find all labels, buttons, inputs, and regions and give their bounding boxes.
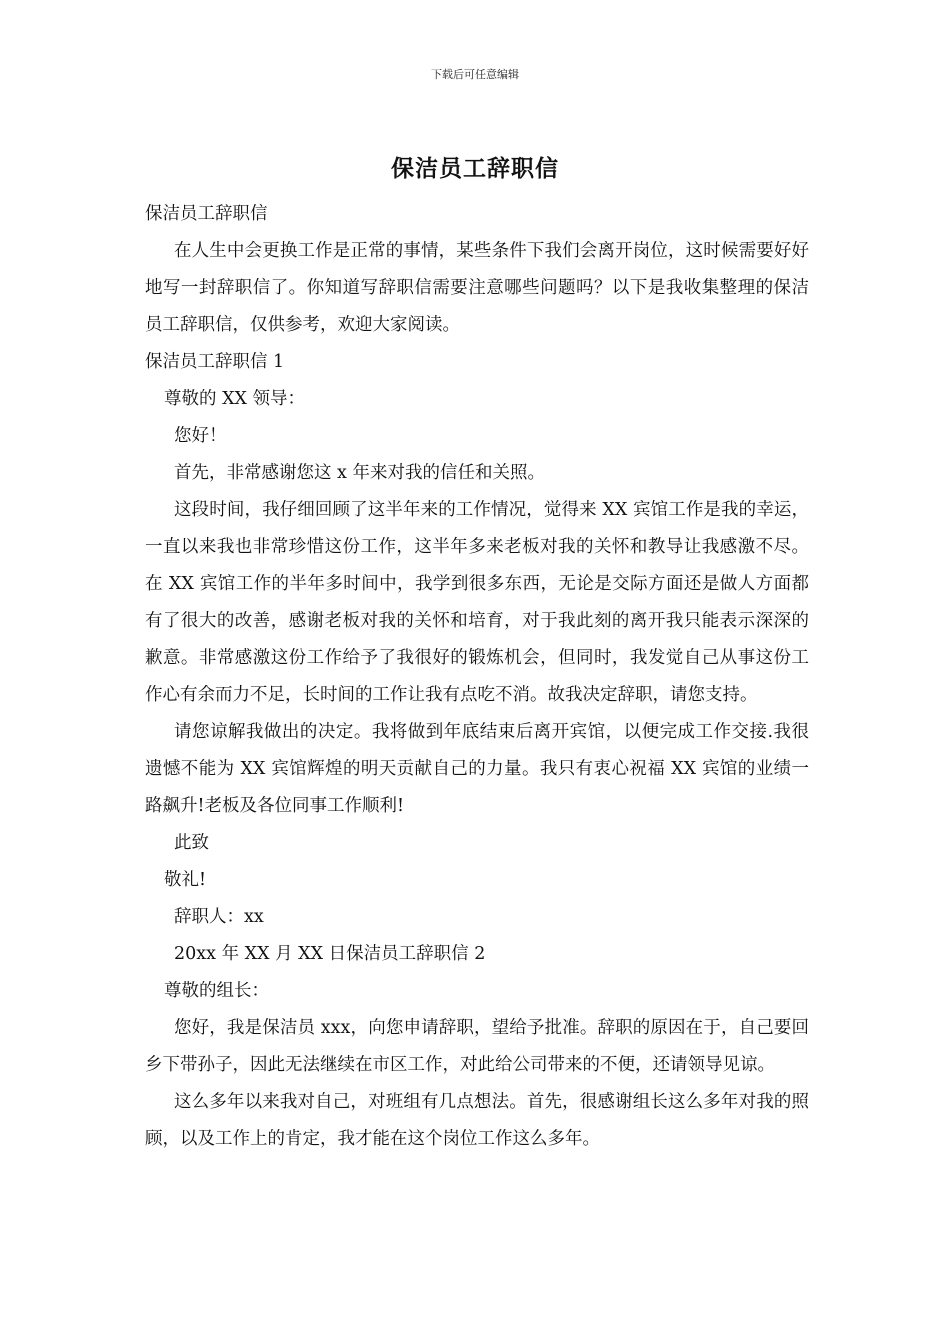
letter-1-salutation: 尊敬的 XX 领导： — [164, 389, 306, 409]
letter-1-paragraph: 首先，非常感谢您这 x 年来对我的信任和关照。 — [174, 463, 545, 483]
document-title: 保洁员工辞职信 — [391, 155, 559, 182]
letter-1-greeting: 您好！ — [174, 426, 227, 446]
letter-1-heading: 保洁员工辞职信 1 — [145, 352, 285, 372]
letter-1-paragraph: 请您谅解我做出的决定。我将做到年底结束后离开宾馆，以便完成工作交接.我很遗憾不能为 XX 宾馆辉煌的明天贡献自己的力量。我只有衷心祝福 XX 宾馆的业绩一路飙升!老板及各位同事工作顺利! — [145, 722, 809, 816]
letter-1-paragraph: 这段时间，我仔细回顾了这半年来的工作情况，觉得来 XX 宾馆工作是我的幸运，一直以来我也非常珍惜这份工作，这半年多来老板对我的关怀和教导让我感激不尽。在 XX 宾馆工作的半年多时间中，我学到很多东西，无论是交际方面还是做人方面都有了很大的改善，感谢老板对我的关怀和培育，对于我此刻的离开我只能表示深深的歉意。非常感激这份工作给予了我很好的锻炼机会，但同时，我发觉自己从事这份工作心有余而力不足，长时间的工作让我有点吃不消。故我决定辞职，请您支持。 — [145, 500, 809, 705]
document-body — [145, 196, 809, 1158]
letter-1-closing: 此致 — [174, 833, 209, 853]
header-note: 下载后可任意编辑 — [431, 68, 519, 81]
letter-1-regards: 敬礼! — [164, 870, 207, 890]
subtitle-paragraph: 保洁员工辞职信 — [145, 204, 268, 224]
letter-2-paragraph: 这么多年以来我对自己，对班组有几点想法。首先，很感谢组长这么多年对我的照顾，以及工作上的肯定，我才能在这个岗位工作这么多年。 — [145, 1092, 809, 1149]
letter-1-signature: 辞职人：xx — [174, 907, 264, 927]
intro-paragraph: 在人生中会更换工作是正常的事情，某些条件下我们会离开岗位，这时候需要好好地写一封辞职信了。你知道写辞职信需要注意哪些问题吗？以下是我收集整理的保洁员工辞职信，仅供参考，欢迎大家阅读。 — [145, 241, 809, 335]
letter-1-date-and-letter-2-heading: 20xx 年 XX 月 XX 日保洁员工辞职信 2 — [174, 944, 486, 964]
letter-2-salutation: 尊敬的组长： — [164, 981, 269, 1001]
letter-2-paragraph: 您好，我是保洁员 xxx，向您申请辞职，望给予批准。辞职的原因在于，自己要回乡下带孙子，因此无法继续在市区工作，对此给公司带来的不便，还请领导见谅。 — [145, 1018, 809, 1075]
